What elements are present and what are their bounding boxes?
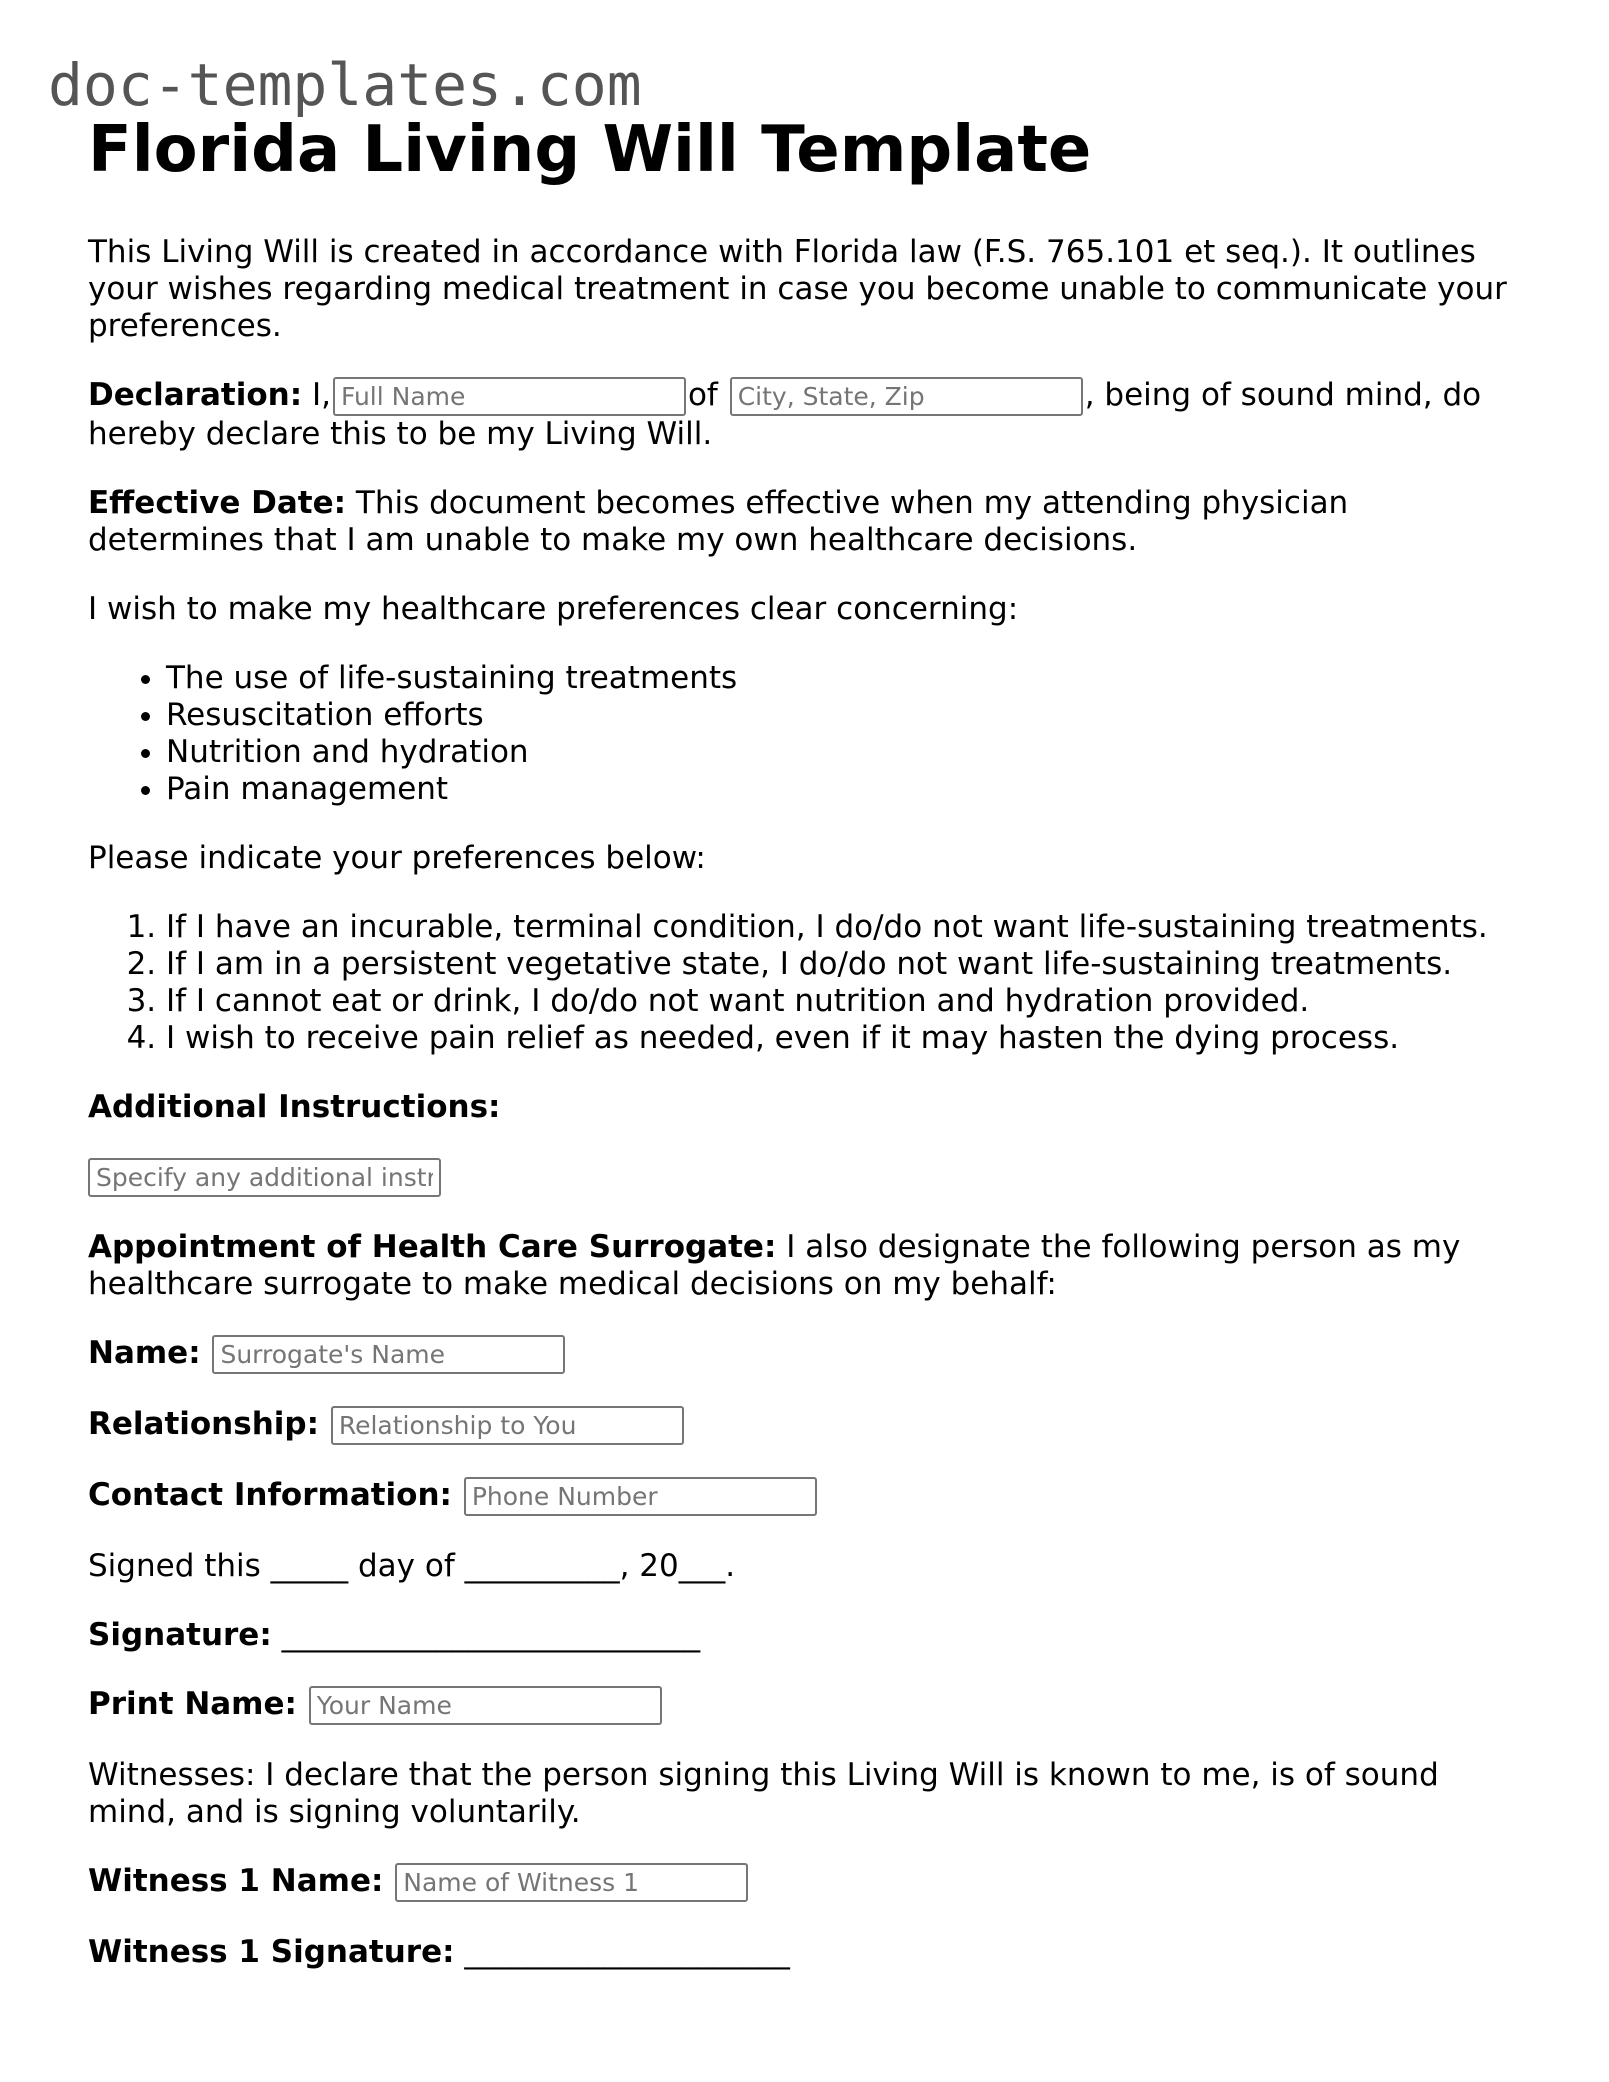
witness1-signature-line: _____________________ (464, 1934, 790, 1970)
print-name-label: Print Name: (88, 1686, 297, 1722)
surrogate-text: I also designate the following person as my healthcare surrogate to make medical decisions on my behalf: (88, 1229, 1461, 1302)
watermark: doc-templates.com (48, 51, 642, 119)
print-name-input[interactable] (309, 1686, 662, 1725)
additional-instructions-label: Additional Instructions: (88, 1089, 501, 1125)
list-item: • The use of life-sustaining treatments (166, 660, 1528, 697)
witness1-name-label: Witness 1 Name: (88, 1863, 384, 1899)
page-title: Florida Living Will Template (88, 113, 1092, 187)
witness1-signature-label: Witness 1 Signature: (88, 1934, 455, 1970)
additional-instructions-input[interactable] (88, 1158, 441, 1197)
relationship-row (88, 1406, 1528, 1445)
list-item: • Nutrition and hydration (166, 734, 1528, 771)
witness1-name-row (88, 1863, 1528, 1902)
witness1-name-input[interactable] (395, 1863, 748, 1902)
list-item: 2. If I am in a persistent vegetative state, I do/do not want life-sustaining treatments. (166, 946, 1528, 983)
declaration-paragraph (88, 377, 1528, 453)
declaration-label: Declaration: (88, 377, 303, 413)
list-item: 4. I wish to receive pain relief as needed, even if it may hasten the dying process. (166, 1020, 1528, 1057)
surrogate-name-row (88, 1335, 1528, 1374)
signature-label: Signature: (88, 1617, 272, 1653)
declaration-text-2: of (687, 377, 718, 413)
declaration-text-1: I, (311, 377, 331, 413)
city-state-zip-input[interactable] (730, 377, 1083, 416)
surrogate-name-input[interactable] (212, 1335, 565, 1374)
signature-row (88, 1617, 1528, 1654)
effective-date-label: Effective Date: (88, 485, 347, 521)
list-item: 1. If I have an incurable, terminal condition, I do/do not want life-sustaining treatments. (166, 909, 1528, 946)
effective-date-paragraph (88, 485, 1528, 559)
contact-row (88, 1477, 1528, 1516)
list-item: • Resuscitation efforts (166, 697, 1528, 734)
signed-date-line: Signed this _____ day of __________, 20___. (88, 1548, 736, 1584)
preference-topics-list (88, 660, 1528, 808)
document-body (88, 110, 1528, 2003)
indicate-intro: Please indicate your preferences below: (88, 840, 706, 876)
surrogate-label: Appointment of Health Care Surrogate: (88, 1229, 777, 1265)
effective-date-text: This document becomes effective when my attending physician determines that I am unable to make my own healthcare decisions. (88, 485, 1349, 558)
relationship-input[interactable] (331, 1406, 684, 1445)
witness1-signature-row (88, 1934, 1528, 1971)
signature-line: ___________________________ (281, 1617, 701, 1653)
list-item: 3. If I cannot eat or drink, I do/do not want nutrition and hydration provided. (166, 983, 1528, 1020)
witness-statement: Witnesses: I declare that the person signing this Living Will is known to me, is of sound mind, and is signing voluntarily. (88, 1757, 1439, 1830)
intro-paragraph: This Living Will is created in accordance with Florida law (F.S. 765.101 et seq.). It outlines your wishes regarding medical treatment in case you become unable to communicate your preferences. (88, 234, 1507, 344)
surrogate-name-label: Name: (88, 1335, 201, 1371)
declaration-text-3: , being of sound mind, do hereby declare this to be my Living Will. (88, 377, 1482, 452)
full-name-input[interactable] (333, 377, 686, 416)
additional-instructions-row (88, 1158, 1528, 1197)
contact-label: Contact Information: (88, 1477, 452, 1513)
print-name-row (88, 1686, 1528, 1725)
additional-instructions-heading (88, 1089, 1528, 1126)
preference-statements-list (88, 909, 1528, 1057)
relationship-label: Relationship: (88, 1406, 319, 1442)
surrogate-paragraph (88, 1229, 1528, 1303)
list-item: • Pain management (166, 771, 1528, 808)
phone-number-input[interactable] (464, 1477, 817, 1516)
preferences-intro: I wish to make my healthcare preferences clear concerning: (88, 591, 1019, 627)
